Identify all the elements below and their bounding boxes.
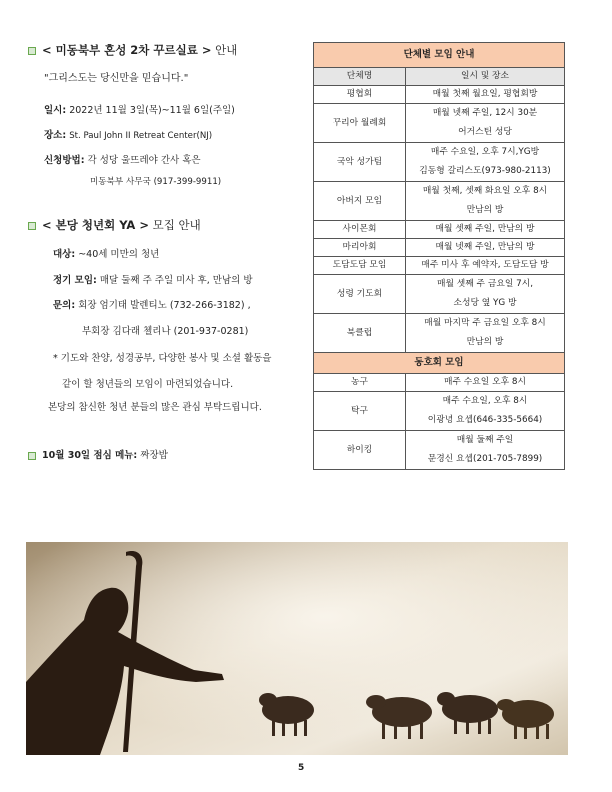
group-schedule-cell xyxy=(406,182,565,221)
youth-target xyxy=(53,248,159,261)
retreat-quote: "그리스도는 당신만을 믿습니다." xyxy=(44,73,189,84)
youth-target-value: ~40세 미만의 청년 xyxy=(78,249,160,260)
table-row xyxy=(314,275,565,314)
schedule-line: 어거스틴 성당 xyxy=(458,127,512,137)
retreat-date-label: 일시: xyxy=(44,105,67,116)
schedule-line: 만남의 방 xyxy=(466,337,504,347)
table-row xyxy=(314,143,565,182)
table-row xyxy=(314,221,565,239)
lunch-value: 짜장밥 xyxy=(140,450,168,461)
shepherd-sheep-image xyxy=(26,542,568,755)
schedule-line: 매주 수요일, 오후 8시 xyxy=(442,396,528,406)
youth-target-label: 대상: xyxy=(53,249,76,260)
group-schedule-cell xyxy=(406,221,565,239)
retreat-date xyxy=(44,104,235,117)
retreat-title: < 미동북부 혼성 2차 꾸르실료 > xyxy=(42,43,212,57)
column-header-name: 단체명 xyxy=(314,68,406,86)
column-header-schedule: 일시 및 장소 xyxy=(406,68,565,86)
group-name-cell: 탁구 xyxy=(314,392,406,431)
bullet-square-icon xyxy=(28,47,36,55)
group-name-cell: 하이킹 xyxy=(314,431,406,470)
group-name-cell: 농구 xyxy=(314,374,406,392)
youth-meeting-label: 정기 모임: xyxy=(53,275,97,286)
table-row xyxy=(314,374,565,392)
group-schedule-cell xyxy=(406,275,565,314)
schedule-line: 매월 셋째 주 금요일 7시, xyxy=(436,279,534,289)
retreat-place-value: St. Paul John II Retreat Center(NJ) xyxy=(69,131,213,141)
group-schedule-cell xyxy=(406,86,565,104)
table-row xyxy=(314,431,565,470)
table-row xyxy=(314,314,565,353)
schedule-line: 김동형 갈리스도(973-980-2113) xyxy=(419,166,551,176)
group-schedule-cell xyxy=(406,143,565,182)
youth-heading xyxy=(28,219,201,232)
youth-contact xyxy=(53,299,251,312)
youth-contact-value: 회장 엄기태 발렌티노 (732-266-3182) , xyxy=(78,300,251,311)
schedule-line: 매월 첫째, 셋째 화요일 오후 8시 xyxy=(422,186,548,196)
schedule-line: 매월 넷째 주일, 만남의 방 xyxy=(435,242,535,252)
group-schedule-cell xyxy=(406,314,565,353)
schedule-line: 매월 셋째 주일, 만남의 방 xyxy=(435,224,535,234)
table-row xyxy=(314,257,565,275)
club-section-title: 동호회 모임 xyxy=(314,353,565,374)
youth-note-1: * 기도와 찬양, 성경공부, 다양한 봉사 및 소셜 활동을 xyxy=(53,353,272,364)
group-name-cell: 북클럽 xyxy=(314,314,406,353)
youth-meeting xyxy=(53,274,253,287)
table-row xyxy=(314,239,565,257)
retreat-apply-office: 미동북부 사무국 (917-399-9911) xyxy=(90,177,222,187)
schedule-line: 매주 수요일, 오후 7시,YG방 xyxy=(430,147,540,157)
retreat-date-value: 2022년 11월 3일(목)~11월 6일(주일) xyxy=(69,105,235,116)
group-name-cell: 꾸리아 월례회 xyxy=(314,104,406,143)
group-schedule-cell xyxy=(406,257,565,275)
group-name-cell: 도담도담 모임 xyxy=(314,257,406,275)
group-schedule-table xyxy=(313,42,565,470)
table-title: 단체별 모임 안내 xyxy=(314,43,565,68)
group-schedule-cell xyxy=(406,104,565,143)
youth-note-3: 본당의 참신한 청년 분들의 많은 관심 부탁드립니다. xyxy=(48,402,262,413)
lunch-menu xyxy=(28,449,168,462)
schedule-line: 문경신 요셉(201-705-7899) xyxy=(427,454,543,464)
group-schedule-cell xyxy=(406,239,565,257)
table-row xyxy=(314,392,565,431)
youth-note-2: 같이 할 청년들의 모임이 마련되었습니다. xyxy=(62,379,234,390)
schedule-line: 매주 수요일 오후 8시 xyxy=(444,377,526,387)
retreat-place-label: 장소: xyxy=(44,130,67,141)
lunch-label: 10월 30일 점심 메뉴: xyxy=(42,450,138,461)
retreat-heading xyxy=(28,44,237,57)
bullet-square-icon xyxy=(28,452,36,460)
retreat-title-suffix: 안내 xyxy=(215,43,238,57)
group-schedule-cell xyxy=(406,392,565,431)
group-name-cell: 평협회 xyxy=(314,86,406,104)
retreat-apply-value: 각 성당 울뜨레야 간사 혹은 xyxy=(87,155,201,166)
group-name-cell: 마리아회 xyxy=(314,239,406,257)
table-row xyxy=(314,353,565,374)
shepherd-and-sheep-artwork xyxy=(26,542,568,755)
youth-title: < 본당 청년회 YA > xyxy=(42,218,149,232)
schedule-line: 만남의 방 xyxy=(466,205,504,215)
page-number: 5 xyxy=(298,763,305,773)
schedule-line: 이광녕 요셉(646-335-5664) xyxy=(427,415,543,425)
bullet-square-icon xyxy=(28,222,36,230)
group-name-cell: 아버지 모임 xyxy=(314,182,406,221)
group-name-cell: 사이몬회 xyxy=(314,221,406,239)
schedule-line: 매월 마지막 주 금요일 오후 8시 xyxy=(424,318,546,328)
schedule-line: 매주 미사 후 예약자, 도담도담 방 xyxy=(421,260,549,270)
youth-title-suffix: 모집 안내 xyxy=(152,218,201,232)
youth-meeting-value: 매달 둘째 주 주일 미사 후, 만남의 방 xyxy=(99,275,253,286)
schedule-line: 매월 둘째 주일 xyxy=(456,435,514,445)
table-row xyxy=(314,86,565,104)
retreat-apply xyxy=(44,154,201,167)
schedule-line: 매월 넷째 주일, 12시 30분 xyxy=(432,108,538,118)
youth-contact-vice: 부회장 김다래 첼리나 (201-937-0281) xyxy=(82,326,249,337)
schedule-line: 소성당 옆 YG 방 xyxy=(453,298,517,308)
table-row xyxy=(314,104,565,143)
schedule-line: 매월 첫째 월요일, 평협회방 xyxy=(432,89,538,99)
group-name-cell: 국악 성가팀 xyxy=(314,143,406,182)
youth-contact-label: 문의: xyxy=(53,300,76,311)
group-schedule-cell xyxy=(406,374,565,392)
table-row xyxy=(314,182,565,221)
group-schedule-cell xyxy=(406,431,565,470)
retreat-place xyxy=(44,129,212,143)
retreat-apply-label: 신청방법: xyxy=(44,155,85,166)
group-name-cell: 성령 기도회 xyxy=(314,275,406,314)
